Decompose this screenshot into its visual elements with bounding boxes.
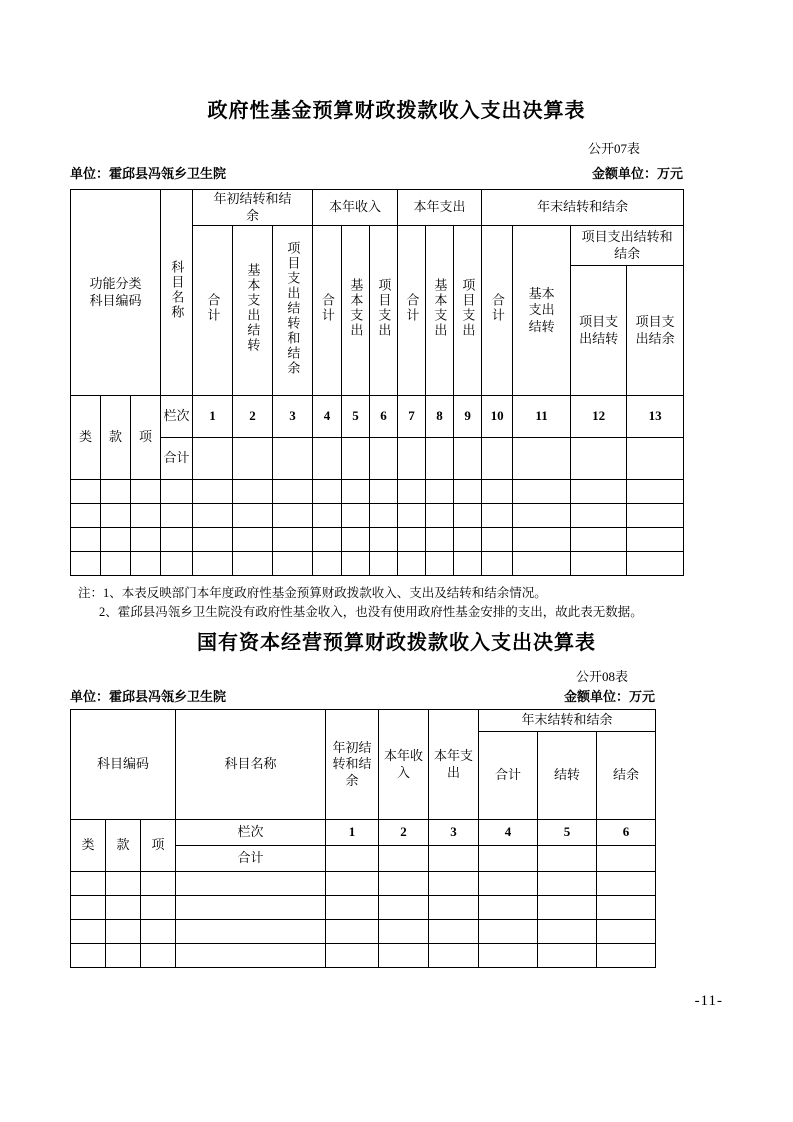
t1-col-num-13: 13 [627,396,684,438]
empty-cell [71,480,101,504]
empty-cell [538,896,597,920]
empty-cell [379,896,429,920]
empty-cell [370,552,398,576]
empty-cell [627,480,684,504]
empty-cell [326,846,379,872]
empty-cell [342,480,370,504]
t1-header-expense-project-label: 项目支出 [460,278,476,339]
empty-cell [379,920,429,944]
gov-fund-table [70,189,684,576]
t2-total-row-label: 合计 [176,846,326,872]
empty-cell [233,528,273,552]
table1-unit-label: 单位：霍邱县冯瓴乡卫生院 [70,166,227,181]
empty-cell [454,480,482,504]
t1-col-num-11: 11 [513,396,571,438]
empty-cell [342,438,370,480]
empty-cell [513,438,571,480]
empty-cell [370,504,398,528]
empty-cell [597,896,656,920]
empty-cell [597,846,656,872]
empty-cell [326,872,379,896]
t1-header-expense-basic [426,226,454,396]
empty-cell [273,552,313,576]
t1-col-num-7: 7 [398,396,426,438]
t2-header-expense: 本年支出 [429,710,479,820]
empty-cell [131,480,161,504]
t1-header-subject-name-label: 科目名称 [169,260,185,321]
empty-cell [71,872,106,896]
t1-header-begin-basic-carryover-label: 基本支出结转 [245,263,261,354]
empty-cell [571,480,627,504]
t1-header-func-code-label: 功能分类科目编码 [89,276,142,308]
empty-cell [429,872,479,896]
empty-cell [71,944,106,968]
empty-cell [627,528,684,552]
empty-cell [342,552,370,576]
t2-col-num-6: 6 [597,820,656,846]
t2-empty-row [71,872,656,896]
t1-col-num-9: 9 [454,396,482,438]
empty-cell [454,552,482,576]
empty-cell [141,872,176,896]
empty-cell [398,438,426,480]
empty-cell [71,528,101,552]
empty-cell [106,872,141,896]
empty-cell [326,944,379,968]
t1-header-yearend-basic-carryover [513,226,571,396]
empty-cell [193,528,233,552]
empty-cell [313,552,342,576]
empty-cell [454,504,482,528]
t1-header-expense-project [454,226,482,396]
t1-header-yearend-total [482,226,513,396]
table1-notes [78,584,793,622]
empty-cell [426,504,454,528]
t1-header-yearend-total-label: 合计 [489,293,505,324]
empty-cell [313,528,342,552]
empty-cell [479,846,538,872]
empty-cell [131,504,161,528]
t1-header-yearend-basic-carryover-label: 基本支出结转 [528,286,555,334]
empty-cell [273,528,313,552]
empty-cell [513,504,571,528]
note-line-2: 2、霍邱县冯瓴乡卫生院没有政府性基金收入，也没有使用政府性基金安排的支出，故此表无数据。 [99,605,643,619]
t1-col-num-3: 3 [273,396,313,438]
t1-group-expense: 本年支出 [398,190,482,226]
t1-header-yearend-project-balance-label: 项目支出结余 [635,314,675,346]
empty-cell [398,504,426,528]
t1-header-income-project-label: 项目支出 [376,278,392,339]
t1-group-begin-balance-label: 年初结转和结余 [213,191,292,223]
t1-header-yearend-project-balance [627,266,684,396]
t1-header-begin-total-label: 合计 [205,293,221,324]
t1-header-income-total [313,226,342,396]
t1-header-section: 款 [101,396,131,480]
empty-cell [131,528,161,552]
t1-header-yearend-project-carryover-label: 项目支出结转 [579,314,619,346]
t1-group-begin-balance [193,190,313,226]
table2-title: 国有资本经营预算财政拨款收入支出决算表 [197,632,596,654]
t2-header-yearend-balance: 结余 [597,732,656,820]
empty-cell [627,438,684,480]
t1-header-subject-name [161,190,193,396]
empty-cell [101,480,131,504]
t2-header-subject-name: 科目名称 [176,710,326,820]
table1-amount-unit-label: 金额单位：万元 [591,166,683,181]
t2-header-yearend-carryover: 结转 [538,732,597,820]
t1-empty-row [71,480,684,504]
t1-header-func-code [71,190,161,396]
t1-col-num-5: 5 [342,396,370,438]
t1-lanci-label: 栏次 [161,396,193,438]
t2-header-item: 项 [141,820,176,872]
t1-group-yearend: 年末结转和结余 [482,190,684,226]
empty-cell [161,528,193,552]
t2-empty-row [71,920,656,944]
t1-header-begin-total [193,226,233,396]
empty-cell [426,552,454,576]
empty-cell [482,438,513,480]
t2-group-yearend: 年末结转和结余 [479,710,656,732]
t1-header-begin-project-carryover [273,226,313,396]
t2-header-yearend-total: 合计 [479,732,538,820]
empty-cell [571,552,627,576]
t2-header-section: 款 [106,820,141,872]
t1-col-num-10: 10 [482,396,513,438]
empty-cell [176,944,326,968]
empty-cell [538,944,597,968]
table2-unit-label: 单位：霍邱县冯瓴乡卫生院 [70,689,227,704]
t2-lanci-label: 栏次 [176,820,326,846]
empty-cell [479,872,538,896]
table1-form-label: 公开07表 [587,141,640,156]
empty-cell [313,504,342,528]
table2-amount-unit-label: 金额单位：万元 [563,689,655,704]
empty-cell [273,504,313,528]
t2-header-subject-code: 科目编码 [71,710,176,820]
empty-cell [426,480,454,504]
empty-cell [597,872,656,896]
empty-cell [176,896,326,920]
t1-header-income-basic-label: 基本支出 [348,278,364,339]
empty-cell [161,552,193,576]
empty-cell [571,438,627,480]
empty-cell [233,480,273,504]
empty-cell [141,896,176,920]
empty-cell [233,504,273,528]
t1-empty-row [71,528,684,552]
t1-col-num-2: 2 [233,396,273,438]
table2-form-label: 公开08表 [575,669,628,684]
empty-cell [482,504,513,528]
t1-header-expense-basic-label: 基本支出 [432,278,448,339]
empty-cell [538,920,597,944]
empty-cell [342,504,370,528]
empty-cell [479,944,538,968]
empty-cell [627,504,684,528]
empty-cell [379,872,429,896]
empty-cell [193,552,233,576]
t2-col-num-4: 4 [479,820,538,846]
t1-header-income-total-label: 合计 [319,293,335,324]
empty-cell [101,528,131,552]
table1-meta-row [70,165,683,183]
empty-cell [597,920,656,944]
t1-header-income-basic [342,226,370,396]
empty-cell [71,552,101,576]
empty-cell [426,438,454,480]
t1-col-num-8: 8 [426,396,454,438]
empty-cell [176,872,326,896]
empty-cell [454,528,482,552]
empty-cell [370,438,398,480]
empty-cell [233,438,273,480]
empty-cell [141,920,176,944]
t1-header-expense-total-label: 合计 [404,293,420,324]
t1-empty-row [71,552,684,576]
empty-cell [71,920,106,944]
t2-col-num-5: 5 [538,820,597,846]
empty-cell [482,528,513,552]
empty-cell [538,872,597,896]
t2-col-num-1: 1 [326,820,379,846]
empty-cell [479,920,538,944]
empty-cell [326,920,379,944]
empty-cell [627,552,684,576]
empty-cell [106,944,141,968]
t1-header-item: 项 [131,396,161,480]
t1-total-row-label: 合计 [161,438,193,480]
empty-cell [370,528,398,552]
t2-header-begin-balance: 年初结转和结余 [326,710,379,820]
empty-cell [131,552,161,576]
empty-cell [326,896,379,920]
empty-cell [370,480,398,504]
empty-cell [571,528,627,552]
empty-cell [513,480,571,504]
t1-header-class: 类 [71,396,101,480]
empty-cell [101,552,131,576]
empty-cell [454,438,482,480]
t1-empty-row [71,504,684,528]
empty-cell [342,528,370,552]
empty-cell [479,896,538,920]
t2-empty-row [71,896,656,920]
t2-empty-row [71,944,656,968]
empty-cell [398,480,426,504]
empty-cell [429,920,479,944]
empty-cell [233,552,273,576]
t1-col-num-4: 4 [313,396,342,438]
empty-cell [571,504,627,528]
t1-header-income-project [370,226,398,396]
t1-header-yearend-project-group [571,226,684,266]
empty-cell [176,920,326,944]
table1-title: 政府性基金预算财政拨款收入支出决算表 [207,100,586,122]
empty-cell [273,438,313,480]
empty-cell [71,896,106,920]
empty-cell [313,480,342,504]
empty-cell [106,920,141,944]
state-capital-table [70,709,656,968]
t1-header-expense-total [398,226,426,396]
t2-col-num-3: 3 [429,820,479,846]
t2-col-num-2: 2 [379,820,429,846]
empty-cell [379,944,429,968]
note-line-1: 注：1、本表反映部门本年度政府性基金预算财政拨款收入、支出及结转和结余情况。 [78,586,547,600]
empty-cell [193,504,233,528]
empty-cell [379,846,429,872]
empty-cell [193,438,233,480]
empty-cell [429,846,479,872]
empty-cell [71,504,101,528]
empty-cell [426,528,454,552]
t1-group-income: 本年收入 [313,190,398,226]
t2-header-income: 本年收入 [379,710,429,820]
t1-col-num-1: 1 [193,396,233,438]
empty-cell [193,480,233,504]
empty-cell [398,552,426,576]
empty-cell [429,944,479,968]
t1-header-yearend-project-group-label: 项目支出结转和结余 [581,229,673,261]
t2-header-class: 类 [71,820,106,872]
empty-cell [313,438,342,480]
empty-cell [538,846,597,872]
empty-cell [141,944,176,968]
empty-cell [482,552,513,576]
empty-cell [106,896,141,920]
empty-cell [513,552,571,576]
t1-header-yearend-project-carryover [571,266,627,396]
empty-cell [482,480,513,504]
t1-header-begin-basic-carryover [233,226,273,396]
table2-meta-row [70,688,655,706]
empty-cell [161,480,193,504]
t1-col-num-12: 12 [571,396,627,438]
empty-cell [101,504,131,528]
t1-col-num-6: 6 [370,396,398,438]
page-number: -11- [694,993,723,1009]
empty-cell [398,528,426,552]
empty-cell [597,944,656,968]
empty-cell [513,528,571,552]
empty-cell [429,896,479,920]
empty-cell [273,480,313,504]
t1-header-begin-project-carryover-label: 项目支出结转和结余 [285,240,301,376]
empty-cell [161,504,193,528]
